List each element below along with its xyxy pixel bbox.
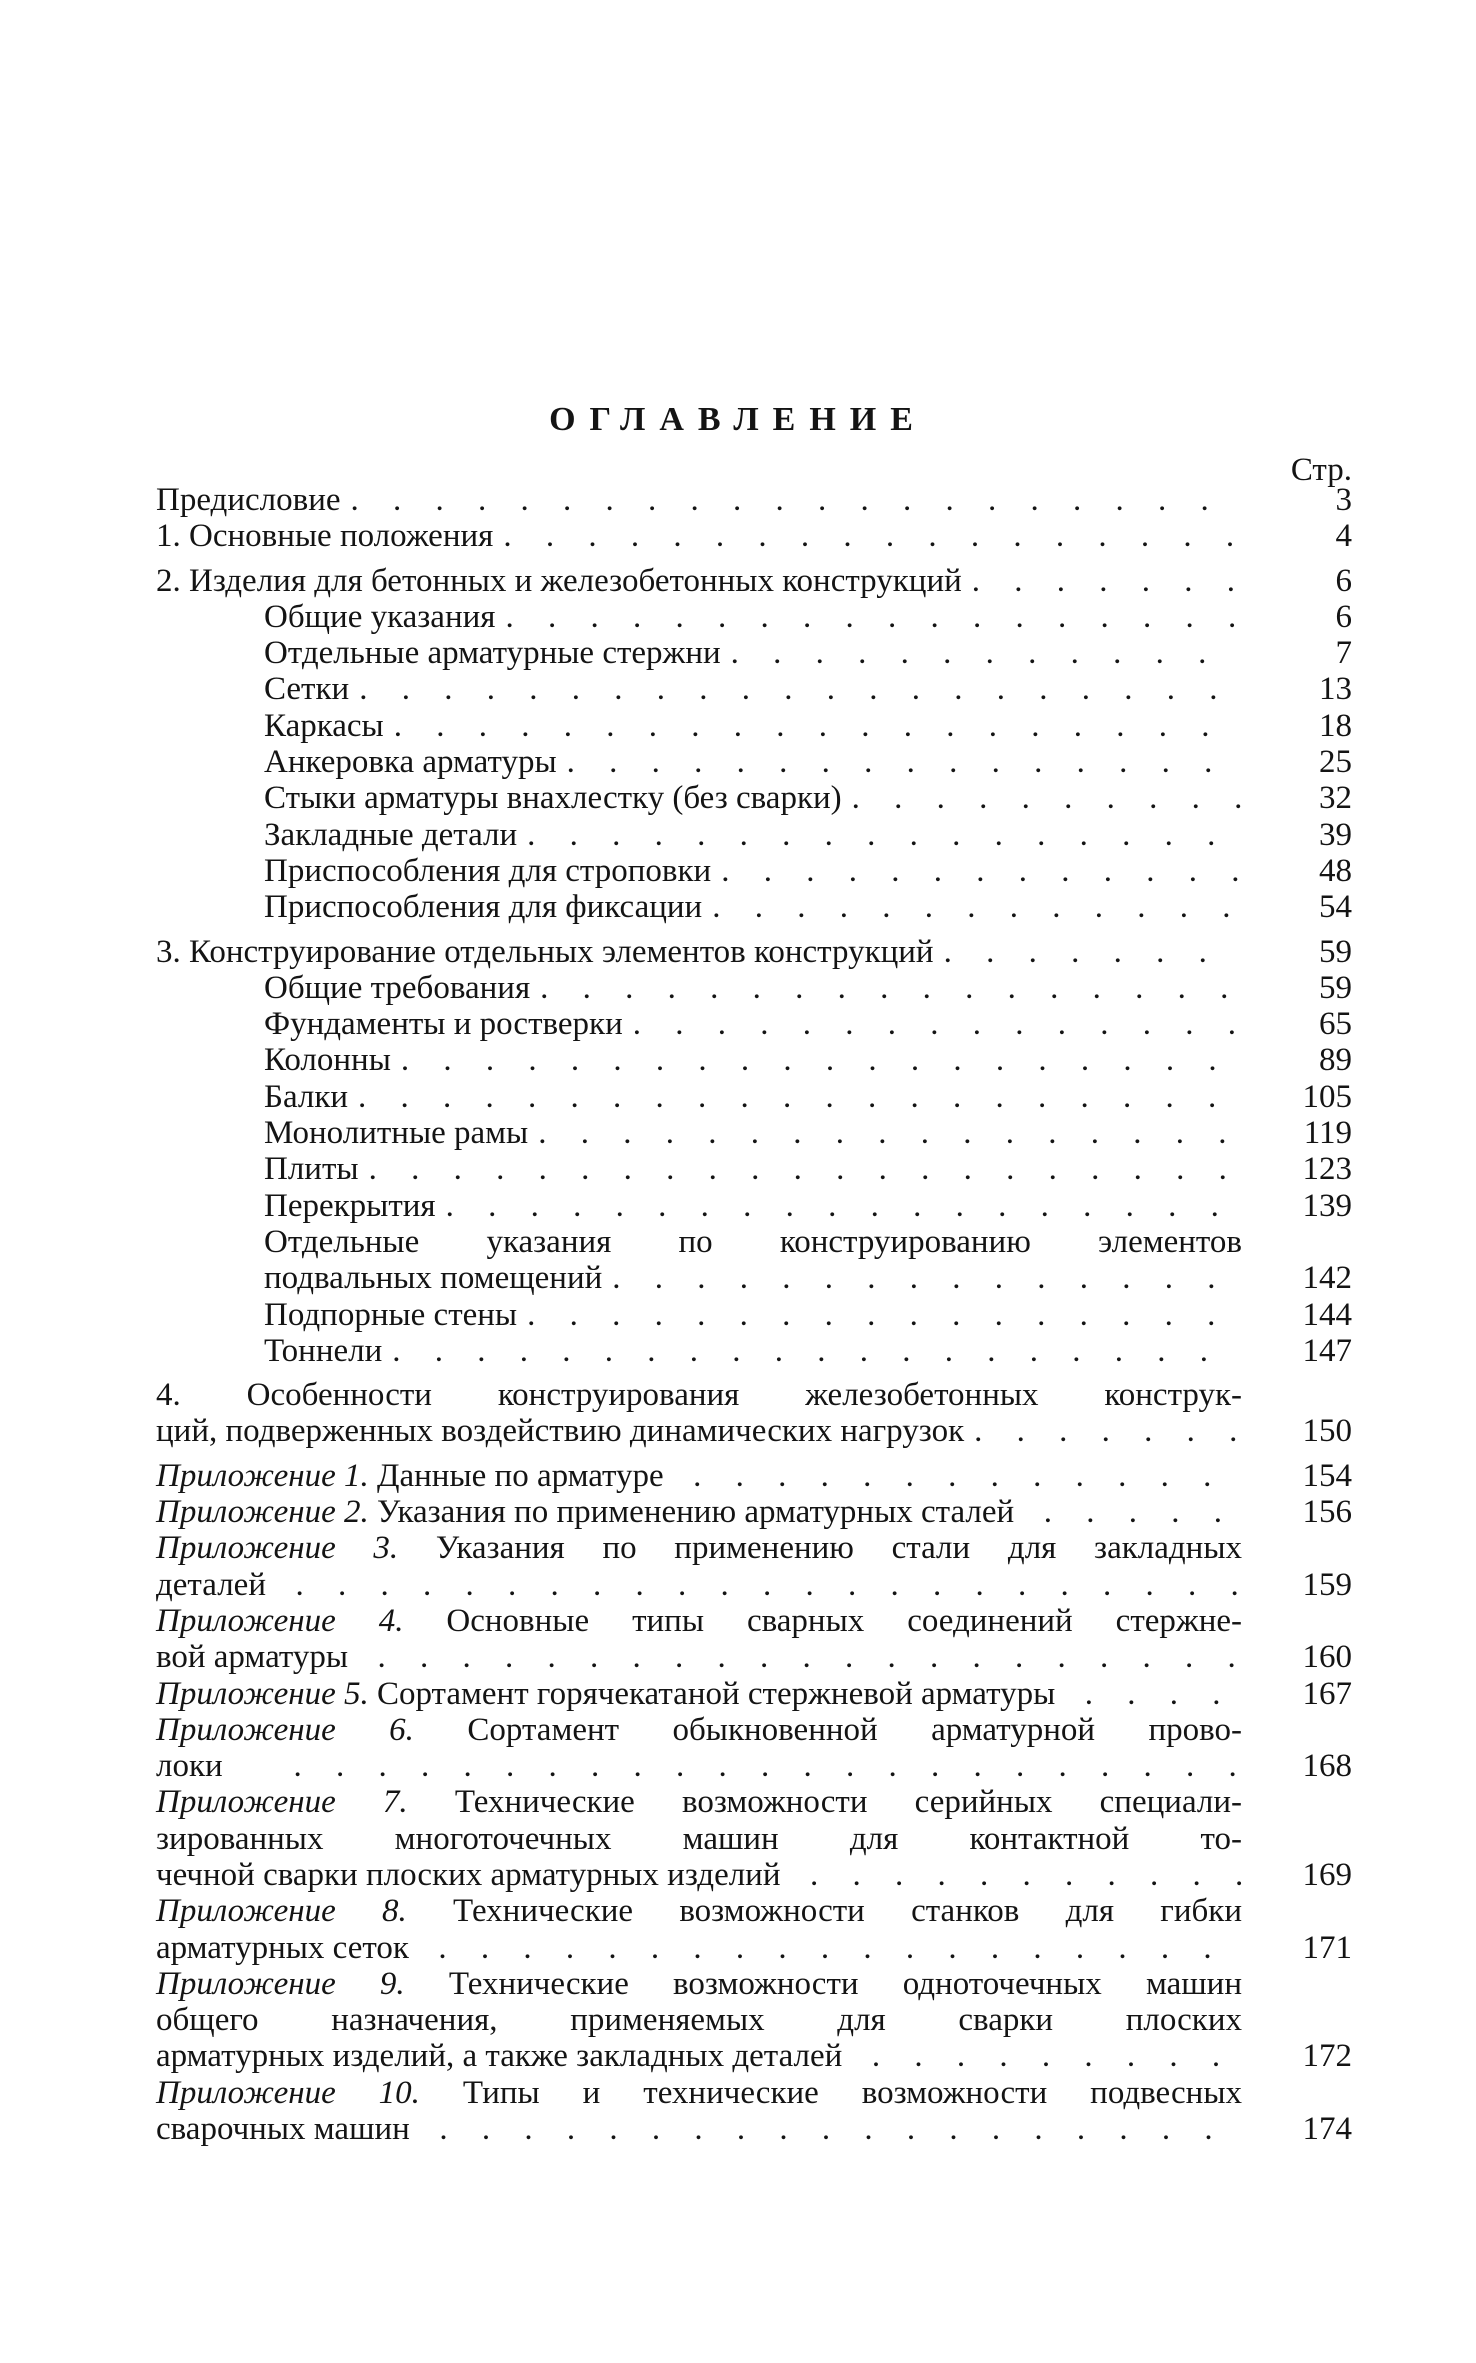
dot-leader	[1014, 1494, 1242, 1530]
dot-leader	[264, 1748, 1242, 1784]
entry-leader-line	[264, 1042, 1242, 1078]
dot-leader	[842, 2038, 1242, 2074]
entry-text: Типы и технические возможности подвесных	[462, 2074, 1243, 2111]
entry-text-line: деталей	[156, 1566, 266, 1603]
toc-entry	[156, 1458, 1352, 1494]
toc-entry	[156, 1676, 1352, 1712]
entry-page-number: 160	[1302, 1639, 1352, 1676]
entry-title	[156, 970, 1242, 1006]
entry-title	[156, 1377, 1242, 1450]
entry-title	[156, 1530, 1242, 1603]
entry-title	[156, 1006, 1242, 1042]
entry-text: 3. Конструирование отдельных элементов конструкций	[156, 933, 934, 970]
entry-text-line	[156, 1893, 1242, 1930]
entry-title	[156, 1712, 1242, 1785]
entry-text-line	[156, 1712, 1242, 1748]
entry-text-line: ций, подверженных воздействию динамических нагрузок	[156, 1413, 965, 1450]
entry-page-number: 89	[1319, 1042, 1352, 1079]
dot-leader	[702, 889, 1242, 925]
entry-title	[156, 563, 1242, 599]
entry-text: Технические возможности станков для гибки	[453, 1893, 1242, 1930]
entry-leader-line	[156, 2038, 1242, 2075]
entry-title	[156, 1676, 1242, 1712]
entry-title	[156, 1603, 1242, 1676]
entry-leader-line	[264, 744, 1242, 780]
dot-leader	[409, 1930, 1242, 1966]
entry-text-line	[156, 1711, 1242, 1748]
table-of-contents	[156, 482, 1352, 2147]
entry-page-number: 4	[1335, 518, 1352, 555]
entry-title	[156, 708, 1242, 744]
entry-page-number: 7	[1335, 635, 1352, 672]
entry-text-line: сварочных машин	[156, 2111, 410, 2148]
entry-leader-line	[264, 1297, 1242, 1333]
entry-text: Перекрытия	[264, 1187, 436, 1224]
entry-text: Приспособления для строповки	[264, 852, 712, 889]
entry-title	[156, 817, 1242, 853]
appendix-label: Приложение 5.	[156, 1675, 369, 1712]
dot-leader	[664, 1458, 1242, 1494]
entry-leader-line	[264, 889, 1242, 925]
entry-text-line	[156, 1966, 1242, 2002]
entry-leader-line	[156, 934, 1242, 970]
entry-title	[156, 934, 1242, 970]
entry-page-number: 171	[1302, 1929, 1352, 1966]
toc-entry	[156, 1712, 1352, 1785]
toc-entry	[156, 934, 1352, 970]
entry-leader-line	[264, 635, 1242, 671]
dot-leader	[341, 482, 1243, 518]
entry-page-number: 18	[1319, 707, 1352, 744]
entry-text: Указания по применению арматурных сталей	[376, 1494, 1015, 1531]
entry-text-line: чечной сварки плоских арматурных изделий	[156, 1856, 781, 1893]
entry-leader-line	[264, 817, 1242, 853]
entry-leader-line	[264, 708, 1242, 744]
toc-entry	[156, 1530, 1352, 1603]
toc-entry	[156, 1297, 1352, 1333]
entry-page-number: 25	[1319, 744, 1352, 781]
toc-entry	[156, 1151, 1352, 1187]
entry-page-number: 154	[1302, 1457, 1352, 1494]
entry-page-number: 169	[1302, 1856, 1352, 1893]
entry-title	[156, 1297, 1242, 1333]
dot-leader	[495, 599, 1242, 635]
entry-title	[156, 889, 1242, 925]
entry-title	[156, 1115, 1242, 1151]
appendix-label: Приложение 2.	[156, 1494, 369, 1531]
appendix-label: Приложение 9.	[156, 1965, 405, 2002]
toc-entry	[156, 482, 1352, 518]
entry-leader-line	[156, 482, 1242, 518]
dot-leader	[384, 708, 1242, 744]
dot-leader	[962, 563, 1242, 599]
entry-page-number: 167	[1302, 1675, 1352, 1712]
entry-page-number: 39	[1319, 816, 1352, 853]
entry-page-number: 123	[1302, 1151, 1352, 1188]
toc-entry	[156, 1494, 1352, 1530]
entry-text: Сортамент обыкновенной арматурной прово-	[467, 1711, 1242, 1748]
entry-page-number: 48	[1319, 852, 1352, 889]
dot-leader	[410, 2111, 1242, 2147]
toc-entry	[156, 1966, 1352, 2075]
entry-title	[156, 518, 1242, 554]
entry-text: Данные по арматуре	[376, 1457, 664, 1494]
entry-title	[156, 1333, 1242, 1369]
entry-leader-line	[264, 780, 1242, 816]
entry-text-line	[156, 1602, 1242, 1639]
entry-leader-line	[156, 1494, 1242, 1531]
entry-leader-line	[264, 599, 1242, 635]
appendix-label: Приложение 7.	[156, 1784, 408, 1821]
entry-text-line	[156, 1893, 1242, 1929]
appendix-label: Приложение 3.	[156, 1530, 399, 1567]
entry-text-line	[156, 1675, 1056, 1712]
entry-leader-line	[156, 1856, 1242, 1893]
entry-page-number: 150	[1302, 1413, 1352, 1450]
toc-entry	[156, 1377, 1352, 1450]
entry-text: Технические возможности одноточечных машин	[448, 1965, 1242, 2002]
entry-page-number: 174	[1302, 2111, 1352, 2148]
entry-leader-line	[264, 1151, 1242, 1187]
entry-text: Сортамент горячекатаной стержневой арматуры	[376, 1675, 1056, 1712]
entry-text-line	[156, 1784, 1242, 1821]
toc-entry	[156, 853, 1352, 889]
entry-title	[156, 1494, 1242, 1530]
entry-text: Подпорные стены	[264, 1296, 518, 1333]
toc-entry	[156, 1333, 1352, 1369]
entry-page-number: 156	[1302, 1494, 1352, 1531]
entry-text-line: Отдельные указания по конструированию элементов	[264, 1223, 1242, 1260]
entry-leader-line	[264, 671, 1242, 707]
entry-text-line: вой арматуры	[156, 1639, 349, 1676]
entry-page-number: 65	[1319, 1006, 1352, 1043]
dot-leader	[348, 1079, 1242, 1115]
entry-page-number: 159	[1302, 1566, 1352, 1603]
toc-entry	[156, 1006, 1352, 1042]
toc-entry	[156, 780, 1352, 816]
entry-title	[156, 744, 1242, 780]
entry-text: Стыки арматуры внахлестку (без сварки)	[264, 780, 842, 817]
entry-title	[156, 1893, 1242, 1966]
entry-title	[156, 1151, 1242, 1187]
toc-entry	[156, 1188, 1352, 1224]
entry-text: Плиты	[264, 1151, 359, 1188]
entry-text-line	[156, 2074, 1243, 2111]
entry-page-number: 142	[1302, 1260, 1352, 1297]
entry-title	[156, 1784, 1242, 1893]
entry-leader-line	[264, 853, 1242, 889]
appendix-label: Приложение 6.	[156, 1711, 414, 1748]
entry-text: Основные типы сварных соединений стержне-	[446, 1602, 1242, 1639]
dot-leader	[530, 970, 1242, 1006]
entry-page-number: 139	[1302, 1187, 1352, 1224]
dot-leader	[528, 1115, 1242, 1151]
entry-leader-line	[156, 1929, 1242, 1966]
entry-leader-line	[156, 1639, 1242, 1676]
entry-text: Предисловие	[156, 482, 341, 518]
entry-title	[156, 1188, 1242, 1224]
entry-title	[156, 1966, 1242, 2075]
entry-page-number: 13	[1319, 671, 1352, 708]
dot-leader	[517, 1297, 1242, 1333]
dot-leader	[711, 853, 1242, 889]
dot-leader	[348, 1639, 1242, 1675]
entry-text-line: 4. Особенности конструирования железобетонных конструк-	[156, 1377, 1242, 1414]
toc-entry	[156, 1784, 1352, 1893]
entry-leader-line	[156, 563, 1242, 599]
entry-text-line: арматурных сеток	[156, 1929, 409, 1966]
dot-leader	[623, 1006, 1242, 1042]
entry-leader-line	[156, 2111, 1242, 2148]
entry-text: Закладные детали	[264, 816, 518, 853]
toc-entry	[156, 599, 1352, 635]
entry-title	[156, 780, 1242, 816]
entry-leader-line	[264, 1006, 1242, 1042]
toc-entry	[156, 1042, 1352, 1078]
entry-page-number: 144	[1302, 1296, 1352, 1333]
entry-leader-line	[264, 1260, 1242, 1296]
entry-text: Указания по применению стали для закладных	[435, 1530, 1242, 1567]
appendix-label: Приложение 10.	[156, 2074, 420, 2111]
entry-page-number: 59	[1319, 933, 1352, 970]
entry-text-line: арматурных изделий, а также закладных деталей	[156, 2038, 843, 2075]
toc-entry	[156, 635, 1352, 671]
toc-entry	[156, 1893, 1352, 1966]
dot-leader	[493, 518, 1242, 554]
entry-title	[156, 1079, 1242, 1115]
toc-entry	[156, 563, 1352, 599]
dot-leader	[781, 1857, 1242, 1893]
entry-text: Колонны	[264, 1042, 391, 1079]
entry-page-number: 54	[1319, 889, 1352, 926]
entry-leader-line	[156, 1457, 1242, 1494]
entry-title	[156, 853, 1242, 889]
entry-page-number: 172	[1302, 2038, 1352, 2075]
entry-page-number: 3	[1335, 482, 1352, 518]
entry-leader-line	[264, 970, 1242, 1006]
entry-title	[156, 1224, 1242, 1297]
entry-leader-line: локи . . .	[264, 1748, 1242, 1784]
toc-entry	[156, 518, 1352, 554]
entry-text-line	[156, 1530, 1242, 1567]
entry-leader-line	[264, 1333, 1242, 1369]
entry-page-number: 59	[1319, 969, 1352, 1006]
entry-text: Монолитные рамы	[264, 1115, 529, 1152]
entry-text-line	[156, 1965, 1242, 2002]
entry-title	[156, 635, 1242, 671]
entry-text: Балки	[264, 1078, 349, 1115]
entry-text-line: общего назначения, применяемых для сварки плоских	[156, 2002, 1242, 2039]
dot-leader	[359, 1151, 1242, 1187]
entry-text: Общие указания	[264, 598, 496, 635]
dot-leader	[436, 1188, 1242, 1224]
entry-text-line	[156, 1784, 1242, 1820]
entry-leader-line	[264, 1079, 1242, 1115]
entry-title	[156, 1458, 1242, 1494]
entry-text: 1. Основные положения	[156, 518, 494, 555]
toc-entry	[156, 817, 1352, 853]
entry-text-line	[156, 1603, 1242, 1639]
page-title: ОГЛАВЛЕНИЕ	[549, 401, 927, 438]
entry-title	[156, 1042, 1242, 1078]
toc-entry	[156, 889, 1352, 925]
entry-page-number: 168	[1302, 1748, 1352, 1785]
entry-text-line	[156, 1457, 664, 1494]
entry-text: Сетки	[264, 671, 350, 708]
entry-page-number: 119	[1303, 1115, 1352, 1152]
entry-leader-line	[156, 1566, 1242, 1603]
appendix-label: Приложение 1.	[156, 1457, 369, 1494]
entry-text-line	[156, 2075, 1242, 2111]
dot-leader	[349, 671, 1242, 707]
dot-leader	[721, 635, 1242, 671]
toc-entry	[156, 708, 1352, 744]
entry-text: Тоннели	[264, 1332, 383, 1369]
entry-leader-line	[156, 1675, 1242, 1712]
toc-entry	[156, 744, 1352, 780]
dot-leader	[934, 934, 1242, 970]
entry-page-number: 6	[1335, 598, 1352, 635]
entry-text: 2. Изделия для бетонных и железобетонных конструкций	[156, 562, 962, 599]
entry-leader-line	[156, 1413, 1242, 1449]
entry-text-line	[156, 1530, 1242, 1566]
entry-text-line: зированных многоточечных машин для контактной то-	[156, 1820, 1242, 1857]
entry-text: Каркасы	[264, 707, 384, 744]
dot-leader	[1055, 1676, 1242, 1712]
entry-text: Анкеровка арматуры	[264, 744, 557, 781]
entry-title	[156, 599, 1242, 635]
dot-leader	[602, 1260, 1242, 1296]
entry-page-number: 6	[1335, 562, 1352, 599]
entry-title	[156, 2075, 1242, 2148]
entry-text: Общие требования	[264, 969, 531, 1006]
dot-leader	[842, 780, 1242, 816]
entry-page-number: 105	[1302, 1078, 1352, 1115]
appendix-label: Приложение 4.	[156, 1602, 404, 1639]
entry-leader-line	[264, 1115, 1242, 1151]
toc-entry	[156, 671, 1352, 707]
entry-page-number: 147	[1302, 1332, 1352, 1369]
dot-leader	[964, 1413, 1242, 1449]
toc-entry	[156, 970, 1352, 1006]
entry-text-line: подвальных помещений	[264, 1260, 603, 1297]
entry-text: Фундаменты и ростверки	[264, 1006, 623, 1043]
entry-text: Приспособления для фиксации	[264, 889, 703, 926]
entry-title	[156, 671, 1242, 707]
toc-entry	[156, 1603, 1352, 1676]
appendix-label: Приложение 8.	[156, 1893, 407, 1930]
entry-leader-line	[264, 1188, 1242, 1224]
entry-text: Технические возможности серийных специали-	[454, 1784, 1242, 1821]
toc-entry	[156, 1224, 1352, 1297]
entry-text: Отдельные арматурные стержни	[264, 635, 721, 672]
dot-leader	[382, 1333, 1242, 1369]
toc-entry	[156, 1115, 1352, 1151]
dot-leader	[557, 744, 1242, 780]
entry-text-line	[156, 1494, 1015, 1531]
entry-title	[156, 482, 1242, 518]
entry-leader-line	[156, 518, 1242, 554]
dot-leader	[391, 1042, 1242, 1078]
dot-leader	[517, 817, 1242, 853]
page-column-label: Стр.	[1290, 452, 1352, 488]
toc-entry	[156, 2075, 1352, 2148]
entry-page-number: 32	[1319, 780, 1352, 817]
toc-entry	[156, 1079, 1352, 1115]
